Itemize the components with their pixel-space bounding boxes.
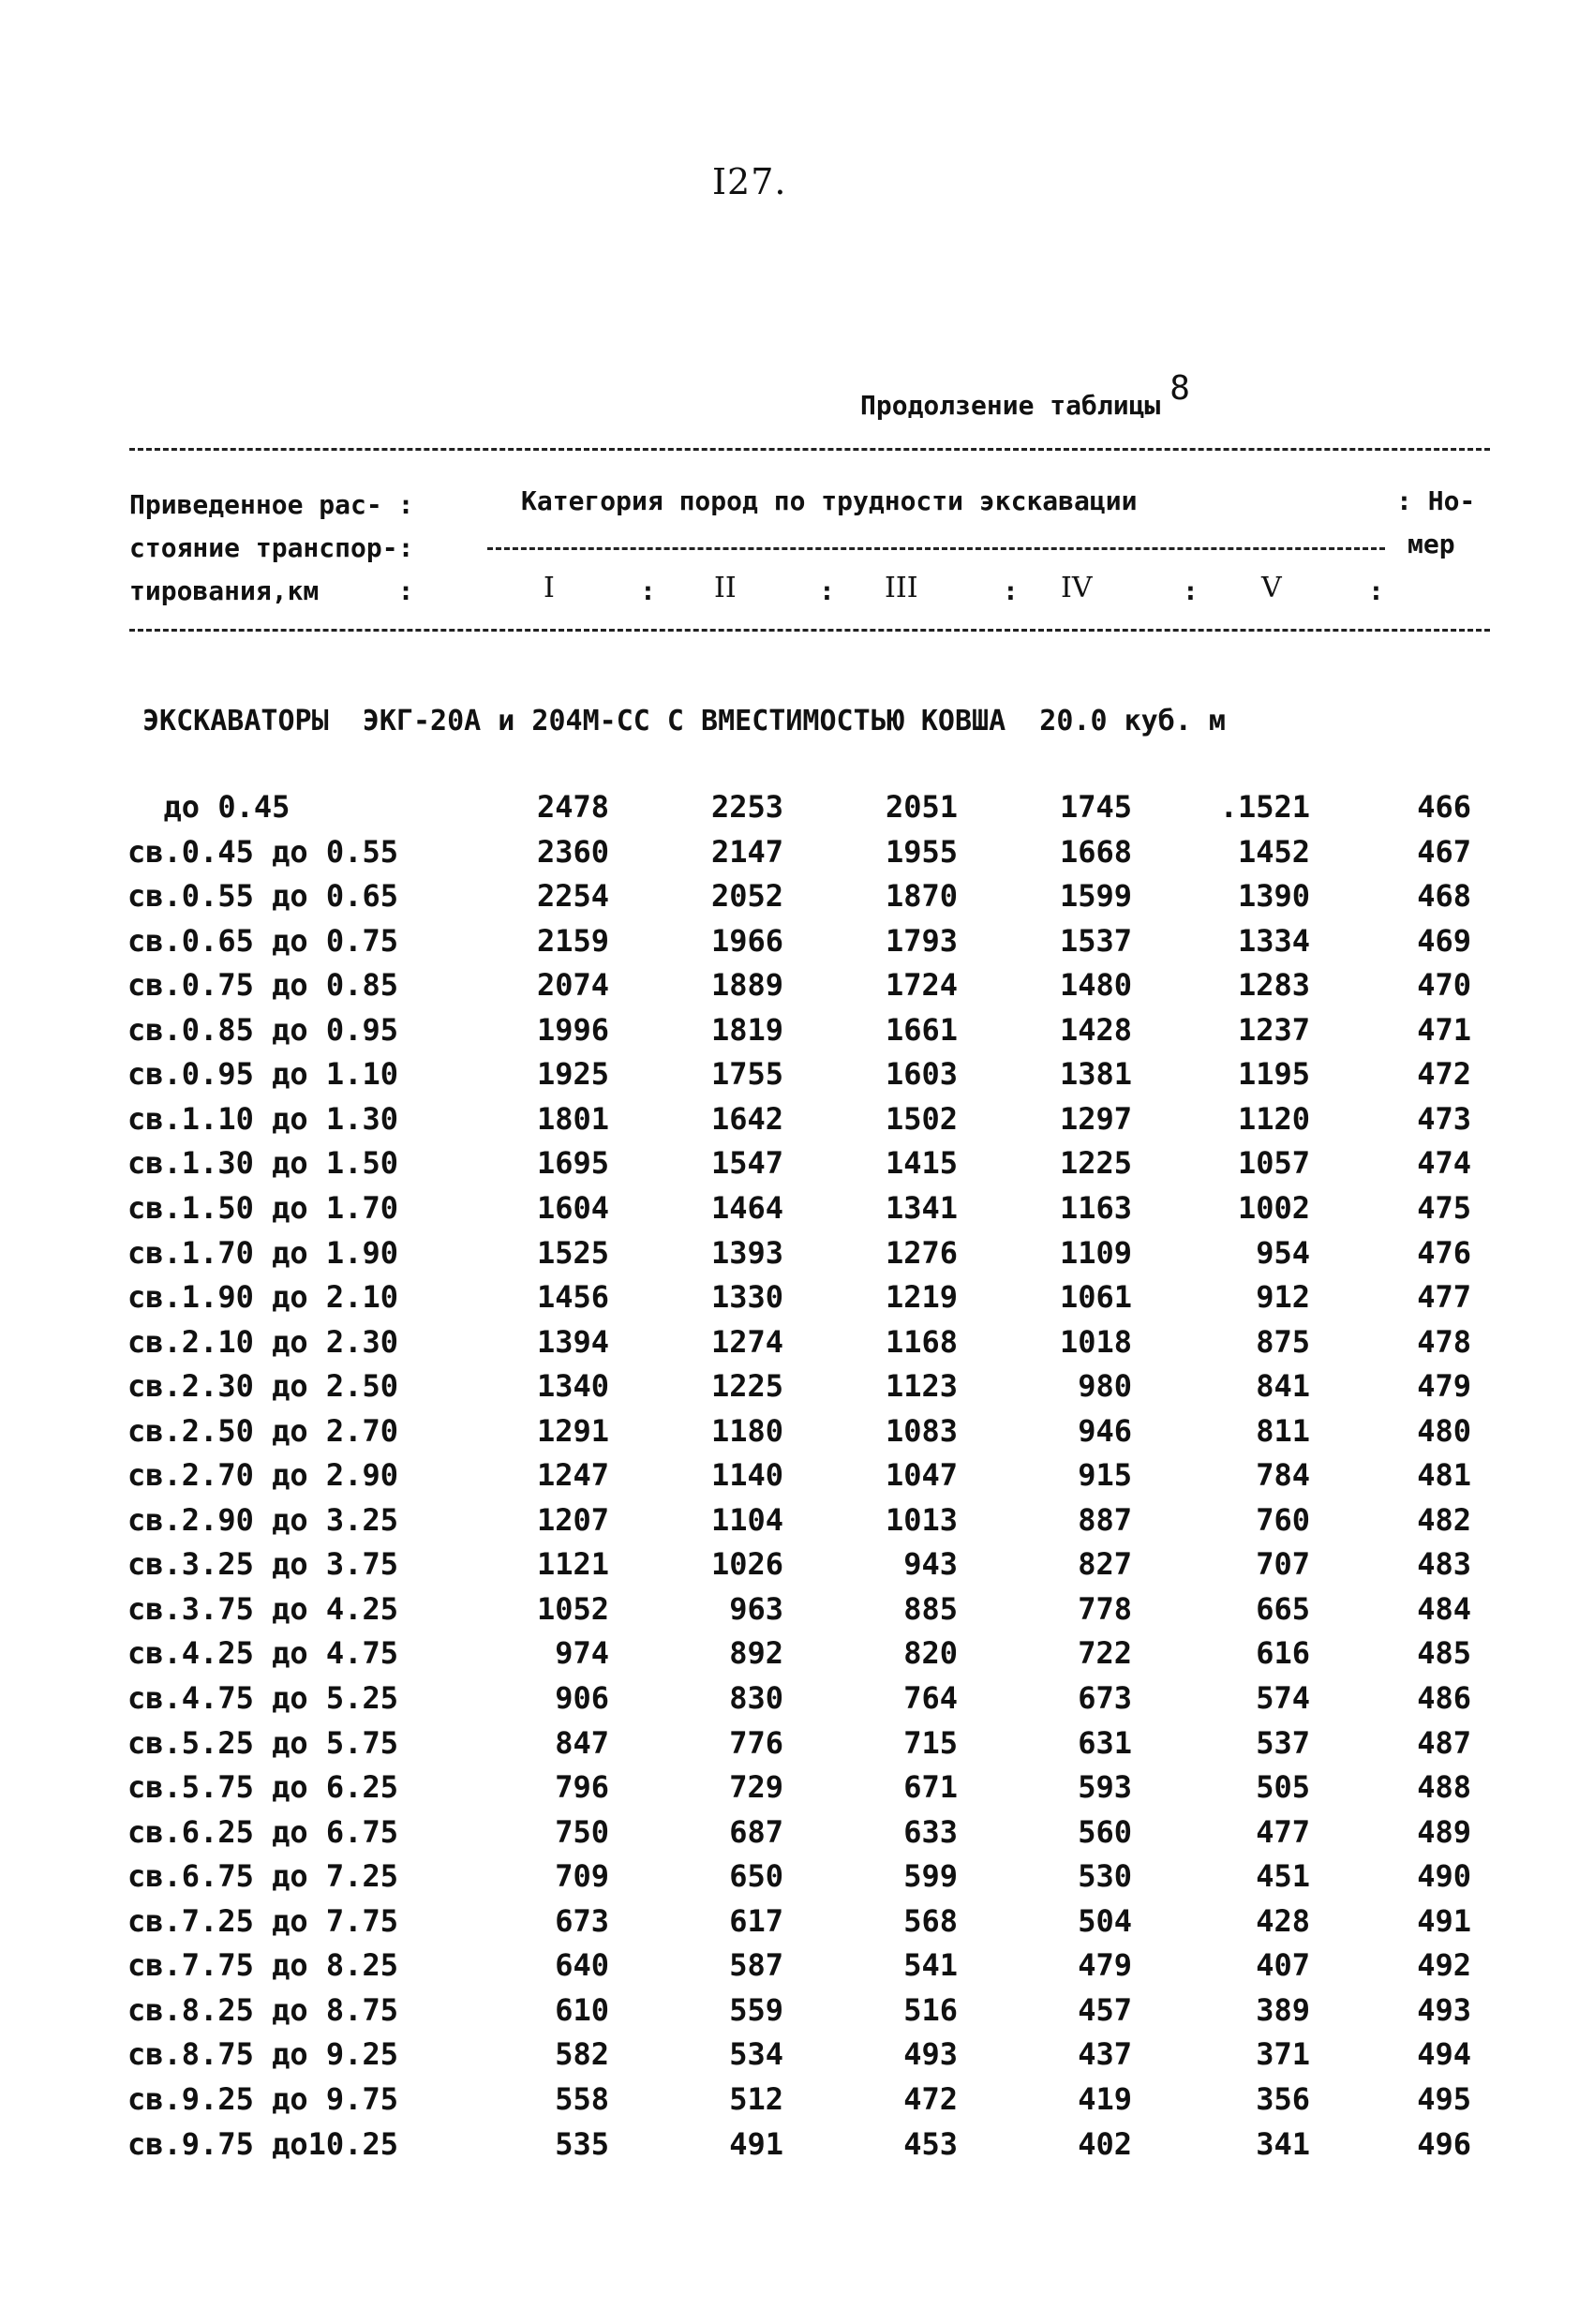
value-cat-v: 451 [1256,1858,1310,1895]
page-number: I27. [712,161,787,202]
distance-range: св.6.75 до 7.25 [127,1858,398,1895]
number-header-top: : Но- [1396,485,1476,516]
value-cat-iii: 1047 [885,1457,958,1494]
value-cat-i: 2074 [536,967,609,1004]
distance-range: св.1.70 до 1.90 [127,1234,398,1271]
row-number: 476 [1417,1234,1471,1271]
value-cat-iii: 885 [903,1590,958,1627]
category-header-divider [487,547,1385,550]
distance-range: св.7.75 до 8.25 [127,1947,398,1984]
value-cat-v: 1452 [1237,833,1310,870]
row-number: 491 [1417,1902,1471,1939]
row-number: 481 [1417,1457,1471,1494]
row-number: 472 [1417,1056,1471,1093]
value-cat-iii: 1955 [885,833,958,870]
value-cat-v: 784 [1256,1457,1310,1494]
value-cat-v: 912 [1256,1279,1310,1316]
value-cat-v: 875 [1256,1323,1310,1360]
value-cat-ii: 650 [729,1858,783,1895]
header-left-line-1: Приведенное рас- : [129,489,414,520]
value-cat-i: 1340 [536,1368,609,1405]
value-cat-iii: 1013 [885,1501,958,1538]
value-cat-v: 1002 [1237,1189,1310,1226]
value-cat-ii: 617 [729,1902,783,1939]
value-cat-iv: 530 [1078,1858,1132,1895]
value-cat-v: 1057 [1237,1145,1310,1182]
table-row [0,1635,1594,1678]
category-header-ii: II [714,572,737,604]
value-cat-ii: 1225 [710,1368,783,1405]
value-cat-iv: 1163 [1059,1189,1132,1226]
value-cat-i: 1121 [536,1546,609,1583]
value-cat-i: 1291 [536,1412,609,1449]
value-cat-iii: 493 [903,2036,958,2073]
value-cat-ii: 1140 [710,1457,783,1494]
value-cat-v: 760 [1256,1501,1310,1538]
value-cat-ii: 729 [729,1769,783,1806]
value-cat-i: 558 [555,2080,609,2117]
row-number: 466 [1417,789,1471,825]
distance-range: св.3.25 до 3.75 [127,1546,398,1583]
value-cat-iv: 593 [1078,1769,1132,1806]
value-cat-i: 1925 [536,1056,609,1093]
distance-range: св.1.30 до 1.50 [127,1145,398,1182]
value-cat-ii: 534 [729,2036,783,2073]
row-number: 469 [1417,922,1471,959]
value-cat-i: 610 [555,1991,609,2028]
value-cat-i: 1604 [536,1189,609,1226]
row-number: 495 [1417,2080,1471,2117]
value-cat-iv: 980 [1078,1368,1132,1405]
value-cat-i: 1456 [536,1279,609,1316]
value-cat-iv: 946 [1078,1412,1132,1449]
value-cat-i: 750 [555,1813,609,1850]
distance-range: св.9.25 до 9.75 [127,2080,398,2117]
value-cat-iii: 1724 [885,967,958,1004]
distance-range: св.2.50 до 2.70 [127,1412,398,1449]
value-cat-i: 1996 [536,1011,609,1048]
value-cat-v: 574 [1256,1680,1310,1716]
distance-range: св.2.30 до 2.50 [127,1368,398,1405]
value-cat-i: 2360 [536,833,609,870]
value-cat-iv: 1537 [1059,922,1132,959]
value-cat-iii: 568 [903,1902,958,1939]
value-cat-iv: 827 [1078,1546,1132,1583]
row-number: 474 [1417,1145,1471,1182]
value-cat-i: 535 [555,2125,609,2162]
table-row [0,1858,1594,1901]
row-number: 488 [1417,1769,1471,1806]
row-number: 477 [1417,1279,1471,1316]
distance-range: св.2.90 до 3.25 [127,1501,398,1538]
value-cat-iv: 479 [1078,1947,1132,1984]
table-row [0,1947,1594,1990]
value-cat-ii: 1330 [710,1279,783,1316]
distance-range: св.2.10 до 2.30 [127,1323,398,1360]
table-row [0,1546,1594,1589]
value-cat-i: 974 [555,1635,609,1672]
distance-range: св.4.75 до 5.25 [127,1680,398,1716]
table-row [0,1903,1594,1946]
value-cat-iv: 457 [1078,1991,1132,2028]
value-cat-iv: 1381 [1059,1056,1132,1093]
value-cat-i: 906 [555,1680,609,1716]
row-number: 468 [1417,878,1471,915]
table-row [0,1502,1594,1545]
table-row [0,1814,1594,1857]
value-cat-ii: 687 [729,1813,783,1850]
table-row [0,878,1594,921]
table-row [0,1190,1594,1233]
value-cat-ii: 1104 [710,1501,783,1538]
row-number: 482 [1417,1501,1471,1538]
value-cat-iii: 1083 [885,1412,958,1449]
distance-range: св.8.25 до 8.75 [127,1991,398,2028]
value-cat-iv: 1061 [1059,1279,1132,1316]
value-cat-iii: 516 [903,1991,958,2028]
distance-range: св.0.75 до 0.85 [127,967,398,1004]
table-row [0,2036,1594,2079]
value-cat-ii: 1180 [710,1412,783,1449]
distance-range: св.4.25 до 4.75 [127,1635,398,1672]
value-cat-ii: 2253 [710,789,783,825]
value-cat-iv: 1480 [1059,967,1132,1004]
distance-range: св.1.90 до 2.10 [127,1279,398,1316]
value-cat-ii: 491 [729,2125,783,2162]
table-row [0,1056,1594,1099]
category-header-title: Категория пород по трудности экскавации [521,485,1138,516]
value-cat-v: 389 [1256,1991,1310,2028]
row-number: 493 [1417,1991,1471,2028]
value-cat-ii: 2147 [710,833,783,870]
row-number: 486 [1417,1680,1471,1716]
category-header-i: I [544,572,555,604]
value-cat-iii: 1168 [885,1323,958,1360]
value-cat-ii: 1966 [710,922,783,959]
value-cat-v: 841 [1256,1368,1310,1405]
distance-range: св.2.70 до 2.90 [127,1457,398,1494]
value-cat-iii: 541 [903,1947,958,1984]
value-cat-ii: 559 [729,1991,783,2028]
value-cat-iv: 1745 [1059,789,1132,825]
value-cat-iv: 722 [1078,1635,1132,1672]
distance-range: св.1.50 до 1.70 [127,1189,398,1226]
value-cat-ii: 1755 [710,1056,783,1093]
distance-range: св.0.45 до 0.55 [127,833,398,870]
header-separator: : [1003,575,1019,606]
value-cat-v: 707 [1256,1546,1310,1583]
value-cat-iv: 560 [1078,1813,1132,1850]
value-cat-v: 1120 [1237,1100,1310,1137]
value-cat-v: 665 [1256,1590,1310,1627]
value-cat-iii: 764 [903,1680,958,1716]
header-separator: : [640,575,656,606]
value-cat-ii: 512 [729,2080,783,2117]
value-cat-v: 371 [1256,2036,1310,2073]
value-cat-ii: 1642 [710,1100,783,1137]
table-row [0,789,1594,832]
value-cat-ii: 1464 [710,1189,783,1226]
section-title: ЭКСКАВАТОРЫ ЭКГ-20А и 204М-СС С ВМЕСТИМОСТЬЮ КОВША 20.0 куб. м [142,705,1226,737]
table-row [0,1368,1594,1411]
row-number: 485 [1417,1635,1471,1672]
table-row [0,1324,1594,1367]
value-cat-iii: 1415 [885,1145,958,1182]
value-cat-iii: 1502 [885,1100,958,1137]
value-cat-v: .1521 [1219,789,1310,825]
table-row [0,1457,1594,1500]
row-number: 484 [1417,1590,1471,1627]
value-cat-i: 2478 [536,789,609,825]
category-header-iii: III [885,572,918,604]
header-top-rule [129,448,1490,451]
row-number: 475 [1417,1189,1471,1226]
row-number: 479 [1417,1368,1471,1405]
value-cat-iv: 419 [1078,2080,1132,2117]
distance-range: св.8.75 до 9.25 [127,2036,398,2073]
value-cat-i: 2254 [536,878,609,915]
value-cat-v: 477 [1256,1813,1310,1850]
table-row [0,1012,1594,1055]
value-cat-iv: 504 [1078,1902,1132,1939]
value-cat-i: 847 [555,1724,609,1761]
value-cat-v: 1237 [1237,1011,1310,1048]
value-cat-iii: 1276 [885,1234,958,1271]
value-cat-ii: 1026 [710,1546,783,1583]
value-cat-v: 616 [1256,1635,1310,1672]
value-cat-i: 796 [555,1769,609,1806]
value-cat-i: 1525 [536,1234,609,1271]
row-number: 480 [1417,1412,1471,1449]
row-number: 489 [1417,1813,1471,1850]
distance-range: св.6.25 до 6.75 [127,1813,398,1850]
row-number: 487 [1417,1724,1471,1761]
header-left-line-2: стояние транспор-: [129,532,414,563]
table-row [0,1235,1594,1278]
value-cat-ii: 1393 [710,1234,783,1271]
category-header-iv: IV [1061,572,1093,604]
distance-range: св.3.75 до 4.25 [127,1590,398,1627]
value-cat-iv: 887 [1078,1501,1132,1538]
row-number: 473 [1417,1100,1471,1137]
value-cat-iv: 1225 [1059,1145,1132,1182]
distance-range: св.5.75 до 6.25 [127,1769,398,1806]
row-number: 467 [1417,833,1471,870]
value-cat-v: 1283 [1237,967,1310,1004]
value-cat-iv: 1018 [1059,1323,1132,1360]
distance-range: св.7.25 до 7.75 [127,1902,398,1939]
value-cat-i: 640 [555,1947,609,1984]
value-cat-ii: 776 [729,1724,783,1761]
table-continuation-caption [860,369,1190,423]
value-cat-iii: 715 [903,1724,958,1761]
table-number: 8 [1169,369,1190,408]
value-cat-i: 1394 [536,1323,609,1360]
row-number: 496 [1417,2125,1471,2162]
value-cat-i: 673 [555,1902,609,1939]
value-cat-iii: 1603 [885,1056,958,1093]
row-number: 483 [1417,1546,1471,1583]
table-row [0,1591,1594,1634]
value-cat-v: 1390 [1237,878,1310,915]
table-row [0,923,1594,966]
value-cat-iv: 1668 [1059,833,1132,870]
value-cat-ii: 2052 [710,878,783,915]
value-cat-v: 341 [1256,2125,1310,2162]
value-cat-iv: 915 [1078,1457,1132,1494]
value-cat-i: 709 [555,1858,609,1895]
distance-range: до 0.45 [127,789,290,825]
distance-range: св.1.10 до 1.30 [127,1100,398,1137]
value-cat-i: 1801 [536,1100,609,1137]
value-cat-v: 407 [1256,1947,1310,1984]
continuation-label: Продолзение таблицы [860,390,1161,421]
table-row [0,1725,1594,1768]
value-cat-i: 2159 [536,922,609,959]
value-cat-v: 537 [1256,1724,1310,1761]
value-cat-iii: 943 [903,1546,958,1583]
value-cat-iii: 1661 [885,1011,958,1048]
value-cat-v: 1195 [1237,1056,1310,1093]
distance-range: св.5.25 до 5.75 [127,1724,398,1761]
value-cat-iii: 1793 [885,922,958,959]
header-separator: : [819,575,835,606]
table-row [0,2126,1594,2169]
header-separator: : [1183,575,1199,606]
category-header-v: V [1261,572,1282,604]
value-cat-iii: 671 [903,1769,958,1806]
number-header-bottom: мер [1408,529,1455,559]
value-cat-iv: 631 [1078,1724,1132,1761]
table-row [0,1680,1594,1723]
table-row [0,1769,1594,1812]
value-cat-ii: 1819 [710,1011,783,1048]
value-cat-iv: 1297 [1059,1100,1132,1137]
value-cat-v: 428 [1256,1902,1310,1939]
value-cat-ii: 963 [729,1590,783,1627]
table-row [0,2081,1594,2124]
value-cat-ii: 1274 [710,1323,783,1360]
row-number: 492 [1417,1947,1471,1984]
distance-range: св.0.65 до 0.75 [127,922,398,959]
value-cat-i: 1695 [536,1145,609,1182]
value-cat-iv: 437 [1078,2036,1132,2073]
value-cat-iv: 1428 [1059,1011,1132,1048]
value-cat-iii: 472 [903,2080,958,2117]
value-cat-i: 582 [555,2036,609,2073]
value-cat-iii: 599 [903,1858,958,1895]
row-number: 470 [1417,967,1471,1004]
table-row [0,1279,1594,1322]
value-cat-iv: 1109 [1059,1234,1132,1271]
value-cat-v: 1334 [1237,922,1310,959]
value-cat-iii: 1870 [885,878,958,915]
value-cat-ii: 587 [729,1947,783,1984]
value-cat-i: 1247 [536,1457,609,1494]
value-cat-ii: 1889 [710,967,783,1004]
value-cat-v: 811 [1256,1412,1310,1449]
row-number: 471 [1417,1011,1471,1048]
value-cat-iii: 1341 [885,1189,958,1226]
value-cat-iii: 1123 [885,1368,958,1405]
value-cat-iv: 1599 [1059,878,1132,915]
header-bottom-rule [129,629,1490,632]
table-row [0,1145,1594,1188]
table-row [0,834,1594,877]
table-row [0,1413,1594,1456]
value-cat-iii: 453 [903,2125,958,2162]
value-cat-iii: 2051 [885,789,958,825]
value-cat-iii: 633 [903,1813,958,1850]
distance-range: св.0.55 до 0.65 [127,878,398,915]
value-cat-iii: 1219 [885,1279,958,1316]
header-left-line-3: тирования,км : [129,575,414,606]
table-row [0,1101,1594,1144]
row-number: 494 [1417,2036,1471,2073]
table-row [0,967,1594,1010]
value-cat-v: 356 [1256,2080,1310,2117]
row-number: 478 [1417,1323,1471,1360]
distance-range: св.0.95 до 1.10 [127,1056,398,1093]
distance-range: св.9.75 до10.25 [127,2125,398,2162]
value-cat-iv: 778 [1078,1590,1132,1627]
distance-range: св.0.85 до 0.95 [127,1011,398,1048]
value-cat-ii: 1547 [710,1145,783,1182]
value-cat-ii: 830 [729,1680,783,1716]
value-cat-iv: 402 [1078,2125,1132,2162]
header-separator: : [1368,575,1384,606]
value-cat-v: 954 [1256,1234,1310,1271]
value-cat-i: 1052 [536,1590,609,1627]
value-cat-ii: 892 [729,1635,783,1672]
table-row [0,1992,1594,2035]
value-cat-i: 1207 [536,1501,609,1538]
row-number: 490 [1417,1858,1471,1895]
value-cat-iv: 673 [1078,1680,1132,1716]
value-cat-v: 505 [1256,1769,1310,1806]
value-cat-iii: 820 [903,1635,958,1672]
